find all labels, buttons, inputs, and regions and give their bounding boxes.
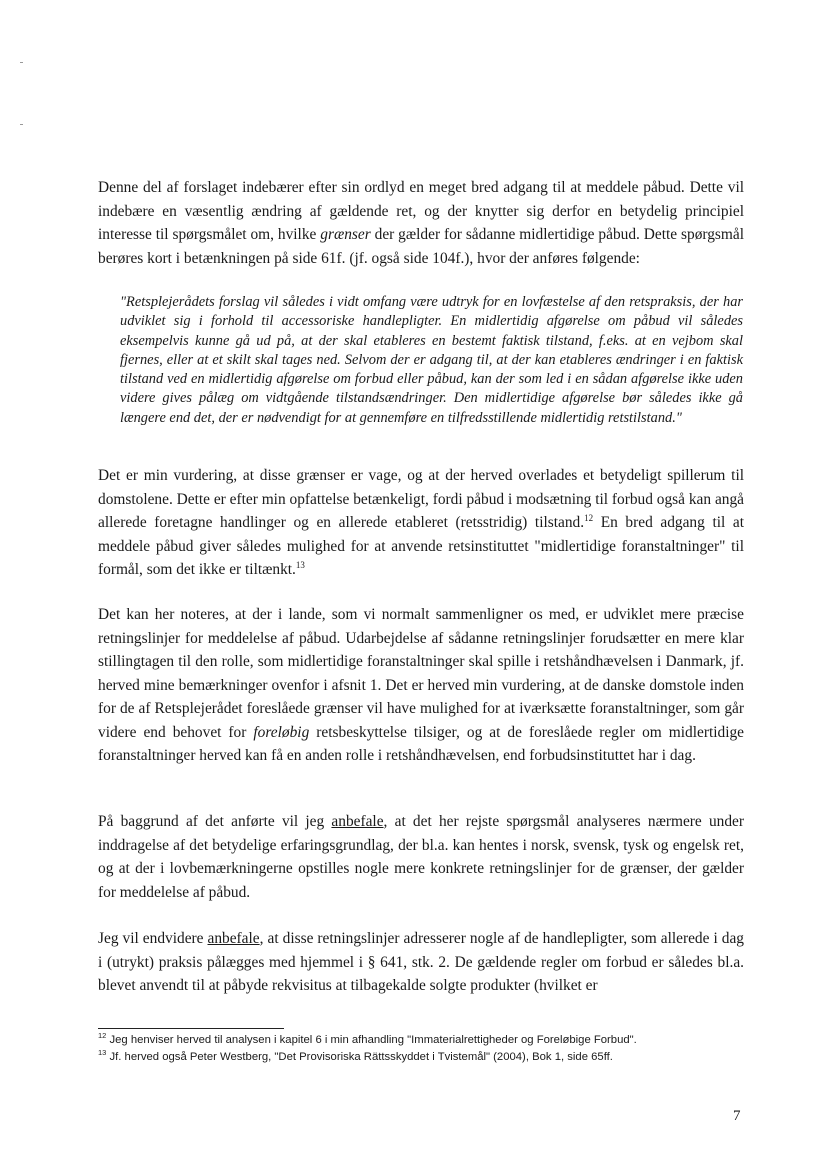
paragraph-5: Jeg vil endvidere anbefale, at disse retningslinjer adresserer nogle af de handlepligter, som allerede i dag i (utrykt) praksis pålægges med hjemmel i § 641, stk. 2. De gældende regler om forbud er således bl.a. blevet anvendt til at påbyde rekvisitus at tilbagekalde solgte produkter (hvilket er [98,930,744,994]
footnote-number: 12 [98,1031,107,1041]
footnote-number: 13 [98,1048,107,1058]
underlined-anbefale: anbefale [331,813,384,830]
footnote-ref-13[interactable]: 13 [295,559,305,570]
scan-margin-mark [20,62,23,63]
block-quote: "Retsplejerådets forslag vil således i vidt omfang være udtryk for en lovfæstelse af den retspraksis, der har udviklet sig i forhold til accessoriske handlepligter. En midlertidig afgørelse om påbud vil således eksempelvis kunne gå ud på, at der skal etableres en bestemt faktisk tilstand, f.eks. at en vejbom skal fjernes, eller at et skilt skal tages ned. Selvom der er adgang til, at der kan etableres ændringer i en faktisk tilstand ved en midlertidig afgørelse om forbud eller påbud, kan der som led i en sådan afgørelse ikke uden videre gives pålæg om vidtgående tilstandsændringer. Den midlertidige afgørelse bør således ikke gå længere end det, der er nødvendigt for at gennemføre en tilfredsstillende midlertidig retstilstand." [120,294,743,426]
underlined-anbefale: anbefale [207,930,260,947]
footnote-13: $^{13}$ Jf. herved også Peter Westberg, "Det Provisoriska Rättsskyddet i Tvistemål" (2004), Bok 1, side 65ff. [98,1048,613,1063]
scan-margin-mark [20,124,23,125]
paragraph-4: På baggrund af det anførte vil jeg anbefale, at det her rejste spørgsmål analyseres nærmere under inddragelse af det betydelige erfaringsgrundlag, der bl.a. kan hentes i norsk, svensk, tysk og engelsk ret, og at der i lovbemærkningerne opstilles nogle mere konkrete retningslinjer for de grænser, der gælder for meddelelse af påbud. [98,813,744,901]
paragraph-3: Det kan her noteres, at der i lande, som vi normalt sammenligner os med, er udviklet mere præcise retningslinjer for meddelelse af påbud. Udarbejdelse af sådanne retningslinjer forudsætter en mere klar stillingtagen til den rolle, som midlertidige foranstaltninger skal spille i retshåndhævelsen i Danmark, jf. herved mine bemærkninger ovenfor i afsnit 1. Det er herved min vurdering, at de danske domstole inden for de af Retsplejerådet foreslåede grænser vil have mulighed for at iværksætte foranstaltninger, som går videre end behovet for foreløbig retsbeskyttelse tilsiger, og at de foreslåede regler om midlertidige foranstaltninger herved kan få en anden rolle i retshåndhævelsen, end forbudsinstituttet har i dag. [98,606,745,764]
paragraph-2: Det er min vurdering, at disse grænser er vage, og at der herved overlades et betydeligt spillerum til domstolene. Dette er efter min opfattelse betænkeligt, fordi påbud i modsætning til forbud også kan angå allerede foretagne handlinger og en allerede etableret (retsstridig) tilstand.$^{12}$ En bred adgang til at meddele påbud giver således mulighed for at anvende retsinstituttet "midlertidige foranstaltninger" til formål, som det ikke er tiltænkt.$^{13}$ [98,467,744,578]
page-number: 7 [733,1108,741,1124]
footnote-12: $^{12}$ Jeg henviser herved til analysen i kapitel 6 i min afhandling "Immaterialrettigheder og Foreløbige Forbud". [98,1031,637,1046]
footnote-ref-12[interactable]: 12 [584,512,594,523]
footnote-divider [98,1028,284,1029]
paragraph-1: Denne del af forslaget indebærer efter sin ordlyd en meget bred adgang til at meddele påbud. Dette vil indebære en væsentlig ændring af gældende ret, og der knytter sig derfor en betydelig principiel interesse til spørgsmålet om, hvilke grænser der gælder for sådanne midlertidige påbud. Dette spørgsmål berøres kort i betænkningen på side 61f. (jf. også side 104f.), hvor der anføres følgende: [98,179,744,267]
emphasis-graenser: grænser [320,226,371,243]
emphasis-forelobig: foreløbig [253,723,310,741]
